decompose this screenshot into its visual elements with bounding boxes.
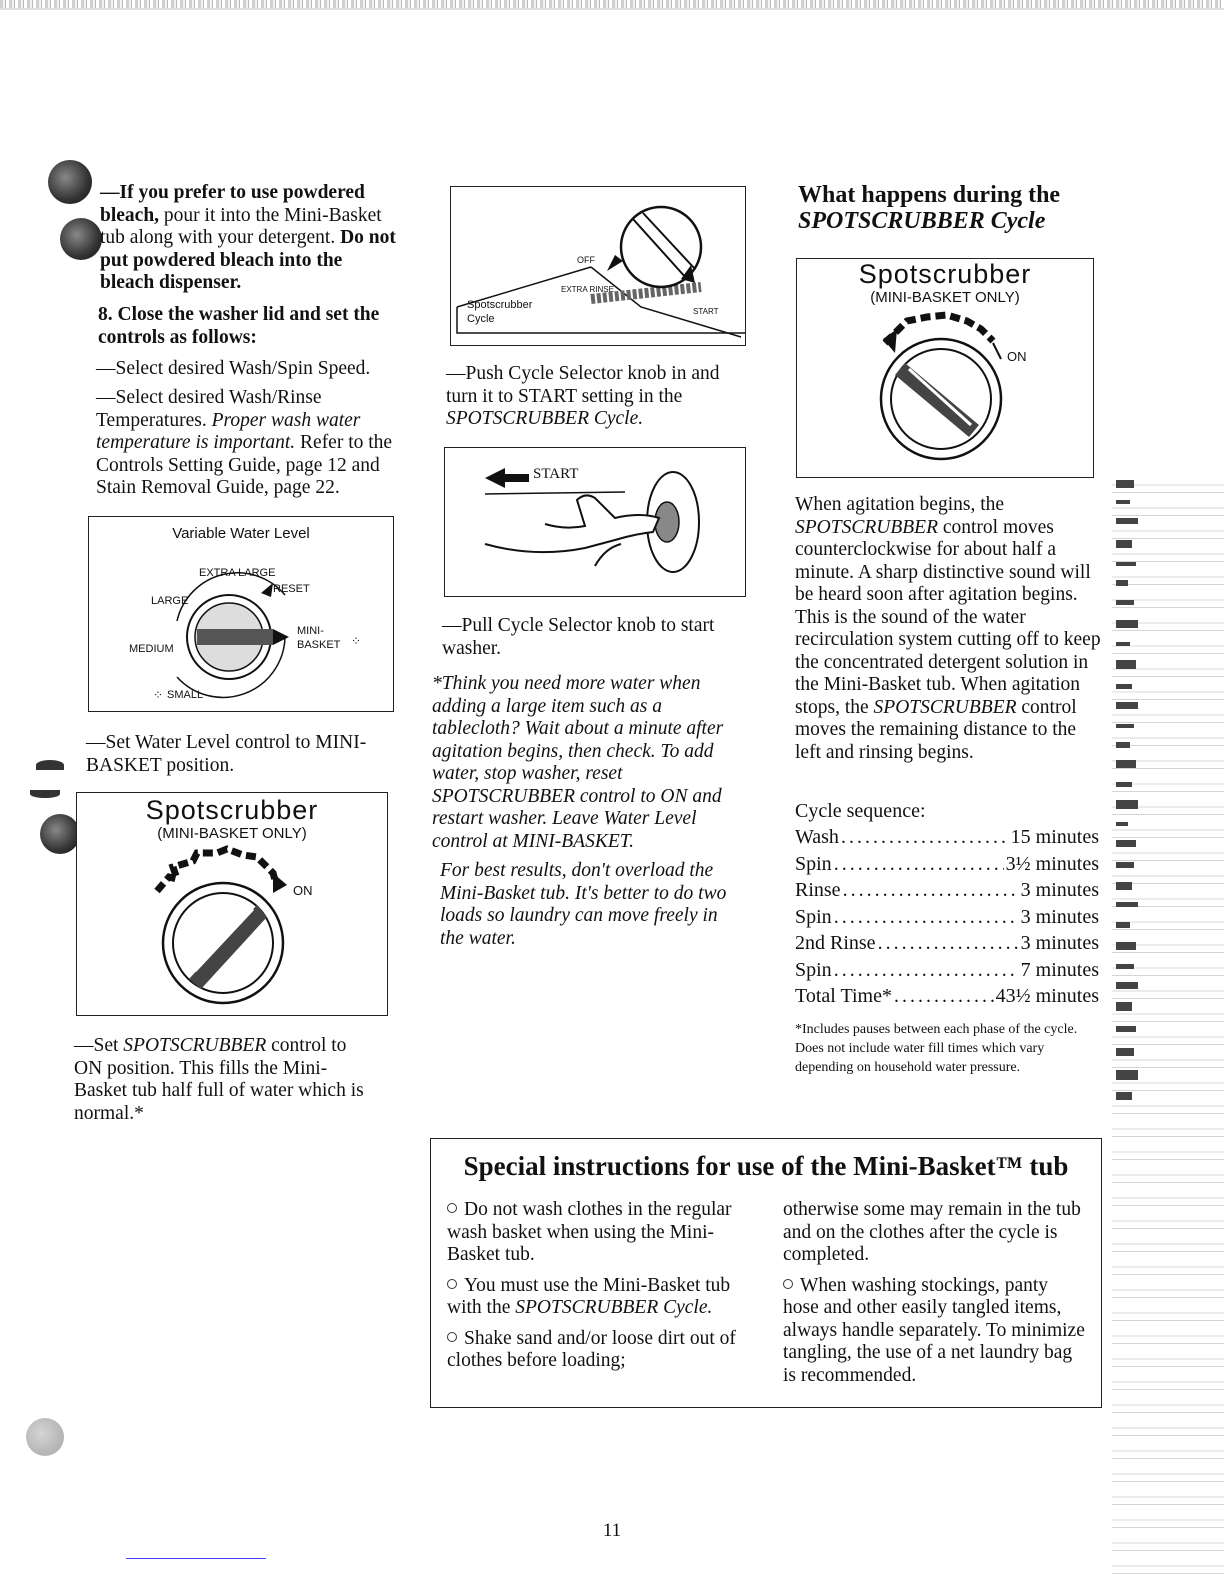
label-medium: MEDIUM — [129, 643, 174, 655]
set-water-text: —Set Water Level control to MINI-BASKET position. — [86, 732, 367, 776]
label-cycle: Cycle — [467, 313, 495, 325]
special-instructions-box — [430, 1138, 1102, 1408]
start-label: START — [533, 466, 579, 482]
water-level-diagram — [88, 516, 394, 712]
cycle-footnote: *Includes pauses between each phase of the cycle. Does not include water fill times which vary depending on household water pressure. — [795, 1022, 1078, 1075]
pull-knob-text: —Pull Cycle Selector knob to start washer. — [442, 615, 715, 659]
punch-hole — [40, 814, 80, 854]
label-mini: MINI- — [297, 625, 324, 637]
agitation-text: When agitation begins, the SPOTSCRUBBER control moves counterclockwise for about half a minute. A sharp distinctive sound will be heard soon after agitation begins. This is the sound of the water recirculation system cutting off to keep the concentrated detergent solution in the Mini-Basket tub. When agitation stops, the SPOTSCRUBBER control moves the remaining distance to the left and rinsing begins. — [795, 494, 1101, 763]
bullet-icon — [447, 1279, 457, 1289]
label-off: OFF — [577, 255, 595, 265]
instruction-item: You must use the Mini-Basket tub with the SPOTSCRUBBER Cycle. — [447, 1274, 731, 1318]
select-temp-text: —Select desired Wash/Rinse Temperatures. Proper wash water temperature is important. Refer to the Controls Setting Guide, page 12 and Stain Removal Guide, page 22. — [96, 387, 393, 498]
sequence-row: Wash ..... 15 minutes — [795, 824, 1099, 851]
scan-edge-line — [0, 8, 1224, 10]
label-spotscrubber: Spotscrubber — [467, 299, 533, 311]
water-level-title: Variable Water Level — [172, 525, 310, 542]
scan-line-bottom — [126, 1558, 266, 1559]
punch-hole — [60, 218, 102, 260]
cycle-sequence-title: Cycle sequence: — [795, 800, 926, 822]
step-8-heading: 8. Close the washer lid and set the controls as follows: — [98, 304, 380, 348]
instruction-continued: otherwise some may remain in the tub and on the clothes after the cycle is completed. — [783, 1199, 1081, 1265]
scan-edge-marks — [1114, 470, 1144, 1110]
spotscrubber-diagram-left — [76, 792, 388, 1016]
scan-mark — [36, 760, 64, 770]
spotscrubber-title: Spotscrubber — [858, 259, 1032, 289]
punch-hole — [48, 160, 92, 204]
spotscrubber-diagram-right — [796, 258, 1094, 478]
water-level-dial — [89, 517, 393, 711]
sequence-row: Spin ..... 3 minutes — [795, 904, 1099, 931]
push-knob-text: —Push Cycle Selector knob in and turn it to START setting in the SPOTSCRUBBER Cycle. — [446, 363, 720, 429]
punch-hole — [26, 1418, 64, 1456]
sequence-row: 2nd Rinse ..... 3 minutes — [795, 930, 1099, 957]
spotscrubber-title: Spotscrubber — [145, 795, 319, 825]
label-extra-large: EXTRA LARGE — [199, 567, 276, 579]
select-speed-text: —Select desired Wash/Spin Speed. — [96, 358, 371, 379]
label-reset: RESET — [273, 583, 310, 595]
bullet-icon — [783, 1279, 793, 1289]
instruction-item: Shake sand and/or loose dirt out of clothes before loading; — [447, 1327, 736, 1371]
instruction-item: When washing stockings, panty hose and other easily tangled items, always handle separately. To minimize tangling, the use of a net laundry bag is recommended. — [783, 1274, 1085, 1386]
bullet-icon — [447, 1203, 457, 1213]
spotscrubber-on-label: ON — [1007, 349, 1027, 364]
set-spotscrubber-text: —Set SPOTSCRUBBER control to ON position. This fills the Mini-Basket tub half full of water which is normal.* — [74, 1035, 364, 1124]
label-extra-rinse: EXTRA RINSE — [561, 285, 614, 294]
spotscrubber-dial-left — [77, 793, 387, 1015]
start-knob-diagram — [444, 447, 746, 597]
cycle-heading: What happens during the SPOTSCRUBBER Cycle — [798, 182, 1061, 234]
special-col-left — [447, 1199, 757, 1373]
svg-text:⁘: ⁘ — [351, 634, 362, 648]
label-large: LARGE — [151, 595, 189, 607]
sequence-row: Rinse ..... 3 minutes — [795, 877, 1099, 904]
special-instructions-title: Special instructions for use of the Mini-Basket™ tub — [463, 1151, 1069, 1181]
label-start: START — [693, 307, 719, 316]
label-small: SMALL — [167, 689, 204, 701]
instruction-item: Do not wash clothes in the regular wash basket when using the Mini-Basket tub. — [447, 1199, 732, 1265]
sequence-row: Spin ..... 3½ minutes — [795, 851, 1099, 878]
spotscrubber-dial-right — [797, 259, 1093, 477]
hand-pulling-knob — [445, 448, 745, 596]
spotscrubber-subtitle: (MINI-BASKET ONLY) — [157, 825, 307, 842]
bullet-icon — [447, 1332, 457, 1342]
cycle-selector-diagram — [450, 186, 746, 346]
scan-mark — [30, 790, 60, 798]
bleach-note: —If you prefer to use powdered bleach, pour it into the Mini-Basket tub along with your detergent. Do not put powdered bleach into the bleach dispenser. — [100, 182, 396, 293]
cycle-sequence-list — [795, 824, 1099, 1010]
page-number: 11 — [602, 1520, 622, 1541]
sequence-row: Total Time* ..... 43½ minutes — [795, 983, 1099, 1010]
cycle-selector-dial — [451, 187, 745, 345]
spotscrubber-subtitle: (MINI-BASKET ONLY) — [870, 289, 1020, 306]
best-results-note: For best results, don't overload the Mini-Basket tub. It's better to do two loads so laundry can move freely in the water. — [440, 860, 727, 949]
sequence-row: Spin ..... 7 minutes — [795, 957, 1099, 984]
special-col-right — [783, 1199, 1087, 1387]
svg-text:⁘: ⁘ — [153, 688, 164, 702]
spotscrubber-on-label: ON — [293, 883, 313, 898]
scan-edge-top — [0, 0, 1224, 8]
more-water-note: *Think you need more water when adding a large item such as a tablecloth? Wait about a minute after agitation begins, then check. To add water, stop washer, reset SPOTSCRUBBER control to ON and restart washer. Leave Water Level control at MINI-BASKET. — [432, 673, 724, 852]
label-basket: BASKET — [297, 639, 341, 651]
